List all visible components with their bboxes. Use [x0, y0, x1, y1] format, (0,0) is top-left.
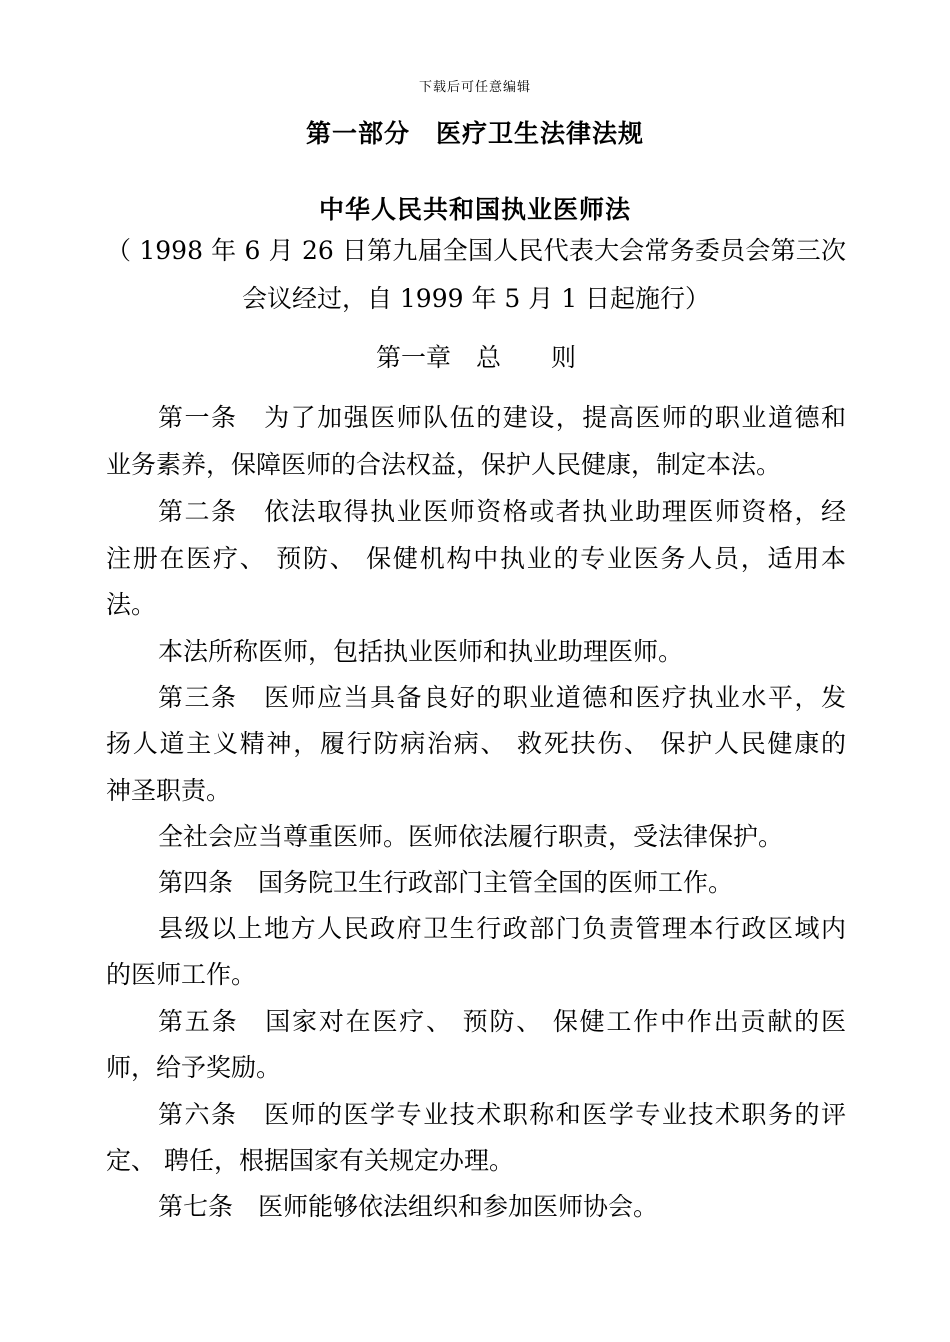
article-1-line-2: 业务素养，保障医师的合法权益，保护人民健康，制定本法。 — [106, 450, 782, 479]
article-4-paragraph-2-line-2: 的医师工作。 — [106, 960, 257, 989]
article-6-line-2: 定、 聘任，根据国家有关规定办理。 — [106, 1146, 514, 1175]
article-3-line-2: 扬人道主义精神，履行防病治病、 救死扶伤、 保护人民健康的 — [106, 729, 846, 758]
article-6-line-1: 第六条 医师的医学专业技术职称和医学专业技术职务的评 — [158, 1100, 846, 1129]
enactment-note-line-1: （ 1998 年 6 月 26 日第九届全国人民代表大会常务委员会第三次 — [106, 236, 846, 265]
article-1-line-1: 第一条 为了加强医师队伍的建设，提高医师的职业道德和 — [158, 403, 846, 432]
law-title: 中华人民共和国执业医师法 — [318, 195, 631, 224]
article-4-line-1: 第四条 国务院卫生行政部门主管全国的医师工作。 — [158, 868, 734, 897]
article-2-paragraph-2: 本法所称医师，包括执业医师和执业助理医师。 — [158, 637, 684, 666]
article-7-line-1: 第七条 医师能够依法组织和参加医师协会。 — [158, 1192, 659, 1221]
enactment-note-line-2: 会议经过，自 1999 年 5 月 1 日起施行） — [241, 284, 711, 313]
article-5-line-1: 第五条 国家对在医疗、 预防、 保健工作中作出贡献的医 — [158, 1007, 846, 1036]
part-title: 第一部分 医疗卫生法律法规 — [305, 119, 644, 148]
page-header: 下载后可任意编辑 — [418, 80, 531, 95]
chapter-heading: 第一章 总 则 — [375, 343, 576, 372]
article-2-line-3: 法。 — [106, 590, 157, 619]
article-3-line-3: 神圣职责。 — [106, 776, 232, 805]
article-4-paragraph-2-line-1: 县级以上地方人民政府卫生行政部门负责管理本行政区域内 — [158, 914, 846, 943]
article-3-paragraph-2: 全社会应当尊重医师。医师依法履行职责，受法律保护。 — [158, 822, 784, 851]
article-2-line-2: 注册在医疗、 预防、 保健机构中执业的专业医务人员，适用本 — [106, 544, 846, 573]
article-5-line-2: 师，给予奖励。 — [106, 1053, 282, 1082]
article-2-line-1: 第二条 依法取得执业医师资格或者执业助理医师资格，经 — [158, 497, 846, 526]
article-3-line-1: 第三条 医师应当具备良好的职业道德和医疗执业水平，发 — [158, 683, 846, 712]
